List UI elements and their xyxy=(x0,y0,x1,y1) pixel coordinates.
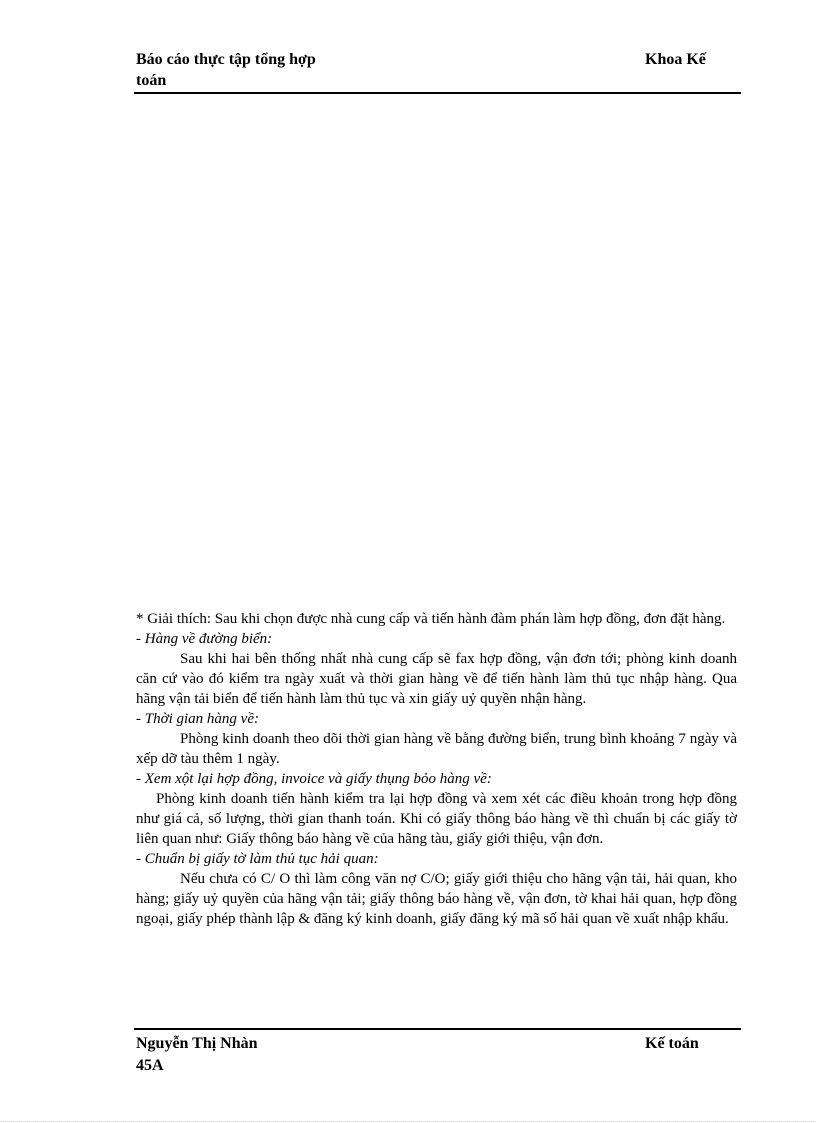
paragraph-contract-review: Phòng kinh doanh tiến hành kiểm tra lại hợp đồng và xem xét các điều khoản trong hợp đồng như giá cả, số lượng, thời gian thanh toán. Khi có giấy thông báo hàng về thì chuẩn bị các giấy tờ liên quan như: Giấy thông báo hàng về của hãng tàu, giấy giới thiệu, vận đơn. xyxy=(136,791,737,847)
heading-customs-documents: - Chuẩn bị giấy tờ làm thủ tục hải quan: xyxy=(136,851,379,867)
footer-divider xyxy=(134,1028,741,1030)
paragraph-sea-shipping: Sau khi hai bên thống nhất nhà cung cấp sẽ fax hợp đồng, vận đơn tới; phòng kinh doanh căn cứ vào đó kiểm tra ngày xuất và thời gian hàng về để tiến hành làm thủ tục nhập hàng. Qua hãng vận tải biển để tiến hành làm thủ tục và xin giấy uỷ quyền nhận hàng. xyxy=(136,651,737,707)
header-divider xyxy=(134,92,741,94)
footer-department: Kế toán xyxy=(645,1035,699,1052)
footer-author: Nguyễn Thị Nhàn xyxy=(136,1035,258,1052)
paragraph-arrival-time: Phòng kinh doanh theo dõi thời gian hàng về bằng đường biển, trung bình khoảng 7 ngày và xếp dỡ tàu thêm 1 ngày. xyxy=(136,731,737,767)
heading-sea-shipping: - Hàng về đường biển: xyxy=(136,631,273,647)
header-title: Báo cáo thực tập tổng hợp xyxy=(136,51,316,68)
heading-arrival-time: - Thời gian hàng về: xyxy=(136,711,259,727)
explanation-paragraph: * Giải thích: Sau khi chọn được nhà cung cấp và tiến hành đàm phán làm hợp đồng, đơn đặt hàng. xyxy=(136,611,726,627)
header-title-continuation: toán xyxy=(136,72,167,89)
footer-class: 45A xyxy=(136,1057,164,1074)
body-text xyxy=(136,609,737,929)
page-edge xyxy=(0,1121,816,1122)
heading-contract-review: - Xem xột lại hợp đồng, invoice và giấy thụng bỏo hàng về: xyxy=(136,771,492,787)
header-faculty: Khoa Kế xyxy=(645,51,706,68)
paragraph-customs-documents: Nếu chưa có C/ O thì làm công văn nợ C/O; giấy giới thiệu cho hãng vận tải, hải quan, kho hàng; giấy uỷ quyền của hãng vận tải; giấy thông báo hàng về, vận đơn, tờ khai hải quan, hợp đồng ngoại, giấy phép thành lập & đăng ký kinh doanh, giấy đăng ký mã số hải quan về xuất nhập khẩu. xyxy=(136,871,737,927)
